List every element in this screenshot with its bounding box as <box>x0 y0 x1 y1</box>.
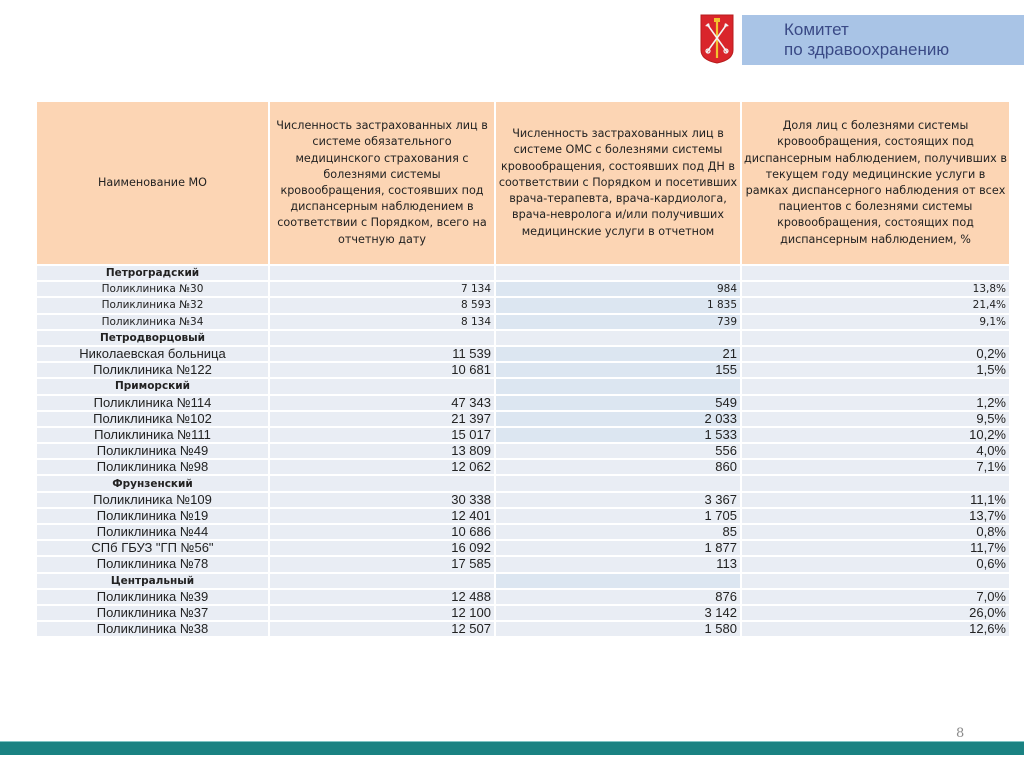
table-row <box>36 508 1010 524</box>
cell-share: 21,4% <box>741 297 1010 313</box>
table-row <box>36 589 1010 605</box>
cell-total-insured: 47 343 <box>269 395 495 411</box>
cell-mo-name: Петроградский <box>36 265 269 281</box>
cell-visited: 21 <box>495 346 741 362</box>
cell-mo-name: Поликлиника №30 <box>36 281 269 297</box>
table-row <box>36 346 1010 362</box>
cell-total-insured <box>269 265 495 281</box>
cell-share: 1,2% <box>741 395 1010 411</box>
cell-share <box>741 475 1010 491</box>
table-group-row <box>36 573 1010 589</box>
cell-mo-name: Поликлиника №102 <box>36 411 269 427</box>
cell-mo-name: Поликлиника №98 <box>36 459 269 475</box>
cell-share <box>741 330 1010 346</box>
cell-mo-name: СПб ГБУЗ "ГП №56" <box>36 540 269 556</box>
cell-visited: 984 <box>495 281 741 297</box>
cell-visited: 1 877 <box>495 540 741 556</box>
org-title-line2: по здравоохранению <box>784 40 950 59</box>
cell-mo-name: Поликлиника №44 <box>36 524 269 540</box>
cell-share: 0,2% <box>741 346 1010 362</box>
table-row <box>36 395 1010 411</box>
cell-total-insured: 21 397 <box>269 411 495 427</box>
cell-total-insured: 7 134 <box>269 281 495 297</box>
cell-total-insured: 15 017 <box>269 427 495 443</box>
cell-mo-name: Поликлиника №122 <box>36 362 269 378</box>
footer-bar <box>0 741 1024 755</box>
cell-mo-name: Поликлиника №34 <box>36 314 269 330</box>
cell-visited: 1 533 <box>495 427 741 443</box>
column-header-total-insured: Численность застрахованных лиц в системе обязательного медицинского страхования с болезнями системы кровообращения, состоявших под диспансерным наблюдением в соответствии с Порядком, всего на отчетную дату <box>269 101 495 265</box>
cell-visited: 155 <box>495 362 741 378</box>
cell-visited <box>495 378 741 394</box>
table-group-row <box>36 378 1010 394</box>
cell-visited: 113 <box>495 556 741 572</box>
table-row <box>36 605 1010 621</box>
cell-total-insured: 12 507 <box>269 621 495 637</box>
cell-mo-name: Петродворцовый <box>36 330 269 346</box>
cell-total-insured <box>269 573 495 589</box>
cell-visited: 85 <box>495 524 741 540</box>
cell-visited: 2 033 <box>495 411 741 427</box>
cell-visited: 549 <box>495 395 741 411</box>
cell-share: 13,8% <box>741 281 1010 297</box>
table-row <box>36 524 1010 540</box>
table-body <box>36 265 1010 637</box>
cell-visited: 876 <box>495 589 741 605</box>
cell-total-insured: 8 593 <box>269 297 495 313</box>
table-row <box>36 492 1010 508</box>
cell-visited: 3 142 <box>495 605 741 621</box>
cell-total-insured <box>269 475 495 491</box>
cell-share: 9,5% <box>741 411 1010 427</box>
cell-visited: 860 <box>495 459 741 475</box>
org-title-line1: Комитет <box>784 20 849 39</box>
cell-mo-name: Поликлиника №38 <box>36 621 269 637</box>
table-row <box>36 556 1010 572</box>
cell-mo-name: Николаевская больница <box>36 346 269 362</box>
cell-share <box>741 265 1010 281</box>
cell-share: 0,6% <box>741 556 1010 572</box>
cell-mo-name: Фрунзенский <box>36 475 269 491</box>
cell-mo-name: Поликлиника №114 <box>36 395 269 411</box>
table-row <box>36 540 1010 556</box>
table-row <box>36 459 1010 475</box>
cell-total-insured: 30 338 <box>269 492 495 508</box>
cell-share <box>741 378 1010 394</box>
cell-mo-name: Поликлиника №37 <box>36 605 269 621</box>
cell-mo-name: Поликлиника №109 <box>36 492 269 508</box>
cell-visited: 3 367 <box>495 492 741 508</box>
table-row <box>36 281 1010 297</box>
table-group-row <box>36 330 1010 346</box>
cell-mo-name: Поликлиника №111 <box>36 427 269 443</box>
cell-total-insured: 10 681 <box>269 362 495 378</box>
cell-share: 4,0% <box>741 443 1010 459</box>
table-row <box>36 443 1010 459</box>
cell-total-insured: 10 686 <box>269 524 495 540</box>
cell-mo-name: Поликлиника №39 <box>36 589 269 605</box>
table-row <box>36 314 1010 330</box>
cell-share: 26,0% <box>741 605 1010 621</box>
cell-share: 12,6% <box>741 621 1010 637</box>
cell-visited <box>495 265 741 281</box>
cell-share: 11,7% <box>741 540 1010 556</box>
table-group-row <box>36 475 1010 491</box>
cell-visited: 739 <box>495 314 741 330</box>
cell-visited: 1 705 <box>495 508 741 524</box>
cell-mo-name: Поликлиника №19 <box>36 508 269 524</box>
table-header-row <box>36 101 1010 265</box>
cell-total-insured: 16 092 <box>269 540 495 556</box>
cell-visited <box>495 475 741 491</box>
organization-title <box>784 20 949 60</box>
cell-share: 9,1% <box>741 314 1010 330</box>
cell-visited <box>495 573 741 589</box>
table-row <box>36 427 1010 443</box>
coat-of-arms-icon <box>700 14 734 64</box>
cell-share: 11,1% <box>741 492 1010 508</box>
cell-share: 7,0% <box>741 589 1010 605</box>
cell-total-insured: 12 100 <box>269 605 495 621</box>
table-row <box>36 297 1010 313</box>
statistics-table <box>35 100 1011 638</box>
cell-share: 0,8% <box>741 524 1010 540</box>
cell-total-insured <box>269 378 495 394</box>
table-row <box>36 362 1010 378</box>
cell-mo-name: Центральный <box>36 573 269 589</box>
cell-visited <box>495 330 741 346</box>
cell-total-insured: 17 585 <box>269 556 495 572</box>
table-group-row <box>36 265 1010 281</box>
cell-mo-name: Поликлиника №32 <box>36 297 269 313</box>
cell-total-insured: 13 809 <box>269 443 495 459</box>
cell-share <box>741 573 1010 589</box>
cell-share: 10,2% <box>741 427 1010 443</box>
cell-mo-name: Приморский <box>36 378 269 394</box>
cell-total-insured <box>269 330 495 346</box>
cell-mo-name: Поликлиника №78 <box>36 556 269 572</box>
column-header-mo-name: Наименование МО <box>36 101 269 265</box>
cell-total-insured: 11 539 <box>269 346 495 362</box>
page-number: 8 <box>956 726 965 741</box>
cell-total-insured: 8 134 <box>269 314 495 330</box>
cell-share: 13,7% <box>741 508 1010 524</box>
cell-total-insured: 12 401 <box>269 508 495 524</box>
column-header-share: Доля лиц с болезнями системы кровообращения, состоящих под диспансерным наблюдением, получивших в текущем году медицинские услуги в рамках диспансерного наблюдения от всех пациентов с болезнями системы кровообращения, состоящих под диспансерным наблюдением, % <box>741 101 1010 265</box>
column-header-visited: Численность застрахованных лиц в системе ОМС с болезнями системы кровообращения, состоявших под ДН в соответствии с Порядком и посетивших врача-терапевта, врача-кардиолога, врача-невролога и/или получивших медицинские услуги в отчетном <box>495 101 741 265</box>
cell-total-insured: 12 062 <box>269 459 495 475</box>
cell-visited: 1 580 <box>495 621 741 637</box>
cell-share: 1,5% <box>741 362 1010 378</box>
table-row <box>36 621 1010 637</box>
cell-mo-name: Поликлиника №49 <box>36 443 269 459</box>
table-row <box>36 411 1010 427</box>
cell-visited: 1 835 <box>495 297 741 313</box>
cell-total-insured: 12 488 <box>269 589 495 605</box>
cell-visited: 556 <box>495 443 741 459</box>
cell-share: 7,1% <box>741 459 1010 475</box>
